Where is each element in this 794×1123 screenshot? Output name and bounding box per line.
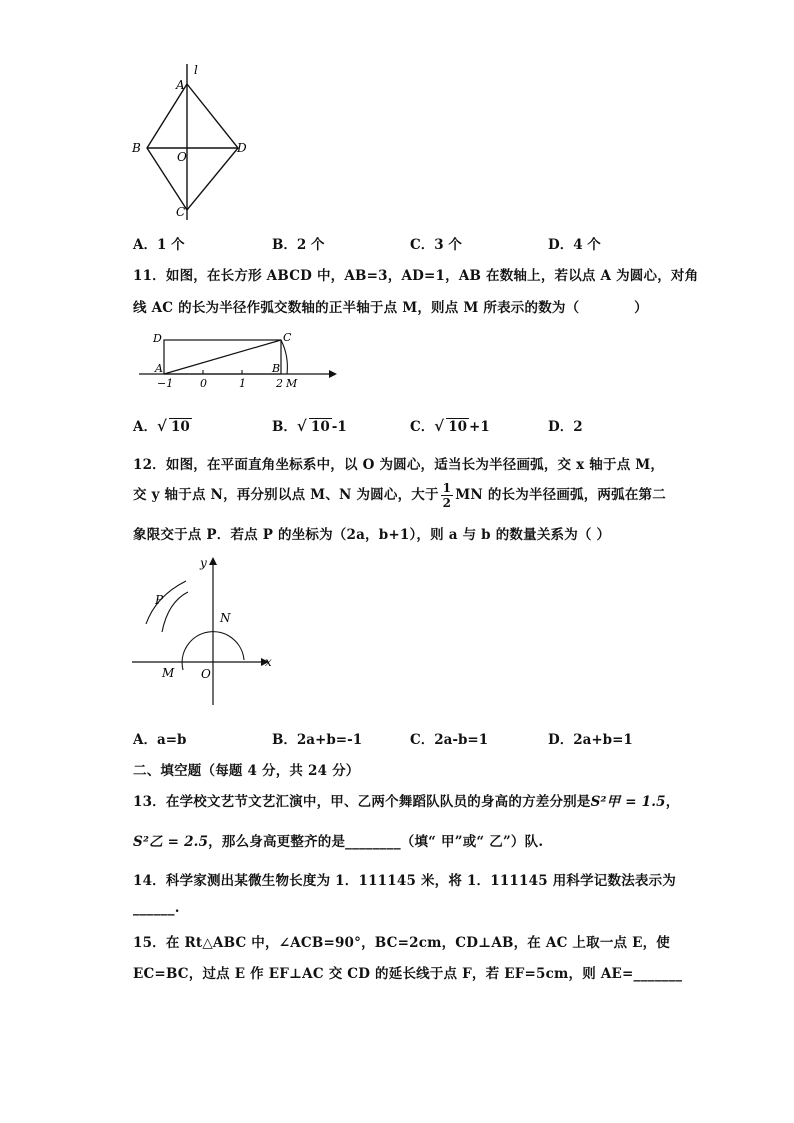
label-O: O bbox=[201, 667, 211, 681]
q12-option-d: D．2a+b=1 bbox=[548, 732, 633, 748]
radicand: 10 bbox=[448, 419, 468, 435]
option-letter: A． bbox=[133, 419, 157, 435]
q14-line-2: ______. bbox=[133, 900, 180, 916]
q11-option-c bbox=[410, 415, 490, 435]
fraction-half bbox=[441, 481, 454, 510]
q13-line-2-text: ，那么身高更整齐的是________（填“ 甲”或“ 乙”）队. bbox=[208, 834, 544, 850]
q12-option-b: B．2a+b=-1 bbox=[272, 732, 363, 748]
q11-option-b bbox=[272, 415, 347, 435]
label-B: B bbox=[132, 141, 141, 155]
q15-line-2: EC=BC，过点 E 作 EF⊥AC 交 CD 的延长线于点 F，若 EF=5cm，则 AE=_______ bbox=[133, 966, 683, 982]
label-M: M bbox=[286, 377, 298, 390]
q13-line-1 bbox=[133, 790, 679, 810]
sqrt-expr: √ 10 bbox=[296, 417, 330, 435]
radicand: 10 bbox=[170, 419, 190, 435]
coordinate-figure bbox=[130, 552, 280, 707]
variance-yi: S²乙 = 2.5 bbox=[133, 834, 209, 850]
rhombus-figure bbox=[128, 62, 258, 222]
option-suffix: +1 bbox=[469, 419, 490, 435]
label-M: M bbox=[162, 666, 175, 680]
q13-line-1-pre: 13．在学校文艺节文艺汇演中，甲、乙两个舞蹈队队员的身高的方差分别是 bbox=[133, 794, 591, 810]
q12-line-2 bbox=[133, 481, 666, 510]
sqrt-expr: √ 10 bbox=[156, 417, 190, 435]
q13-line-1-post: ， bbox=[665, 794, 680, 810]
label-l: l bbox=[194, 63, 198, 77]
radicand: 10 bbox=[310, 419, 330, 435]
q10-option-c: C．3 个 bbox=[410, 237, 462, 253]
q10-option-b: B．2 个 bbox=[272, 237, 325, 253]
tick-1: 1 bbox=[239, 377, 246, 390]
label-x: x bbox=[265, 655, 272, 669]
label-A: A bbox=[176, 78, 185, 92]
tick-neg1: −1 bbox=[157, 377, 174, 390]
q11-option-a bbox=[133, 415, 192, 435]
q12-line-1: 12．如图，在平面直角坐标系中，以 O 为圆心，适当长为半径画弧，交 x 轴于点 M， bbox=[133, 457, 665, 473]
label-O: O bbox=[177, 150, 187, 164]
q12-line-3: 象限交于点 P．若点 P 的坐标为（2a，b+1），则 a 与 b 的数量关系为（ ） bbox=[133, 527, 611, 543]
frac-denominator: 2 bbox=[442, 496, 452, 510]
sqrt-expr: √ 10 bbox=[434, 417, 468, 435]
label-y: y bbox=[200, 556, 207, 570]
number-line-figure bbox=[133, 328, 343, 390]
label-C: C bbox=[283, 331, 292, 344]
option-suffix: -1 bbox=[331, 419, 347, 435]
q12-option-c: C．2a-b=1 bbox=[410, 732, 489, 748]
q13-line-2 bbox=[133, 830, 543, 850]
tick-0: 0 bbox=[200, 377, 207, 390]
section-heading: 二、填空题（每题 4 分，共 24 分） bbox=[133, 763, 360, 779]
q11-line-1: 11．如图，在长方形 ABCD 中，AB=3，AD=1，AB 在数轴上，若以点 A 为圆心，对角 bbox=[133, 268, 699, 284]
q11-option-d: D．2 bbox=[548, 419, 583, 435]
label-A: A bbox=[155, 362, 163, 375]
option-letter: B． bbox=[272, 419, 297, 435]
label-C: C bbox=[176, 205, 186, 219]
q10-option-d: D．4 个 bbox=[548, 237, 601, 253]
q12-option-a: A．a=b bbox=[133, 732, 187, 748]
label-N: N bbox=[220, 611, 231, 625]
label-P: P bbox=[155, 593, 164, 607]
q12-line-2-post: MN 的长为半径画弧，两弧在第二 bbox=[455, 487, 666, 503]
tick-2: 2 bbox=[276, 377, 283, 390]
q11-line-2: 线 AC 的长为半径作弧交数轴的正半轴于点 M，则点 M 所表示的数为（ ） bbox=[133, 300, 648, 316]
label-D: D bbox=[153, 332, 162, 345]
label-B: B bbox=[272, 362, 281, 375]
label-D: D bbox=[237, 141, 247, 155]
frac-numerator: 1 bbox=[442, 481, 452, 495]
variance-jia: S²甲 = 1.5 bbox=[590, 794, 666, 810]
q14-line-1: 14．科学家测出某微生物长度为 1．111145 米，将 1．111145 用科学记数法表示为 bbox=[133, 873, 676, 889]
q15-line-1: 15．在 Rt△ABC 中，∠ACB=90°，BC=2cm，CD⊥AB，在 AC 上取一点 E，使 bbox=[133, 935, 671, 951]
option-letter: C． bbox=[410, 419, 435, 435]
q10-option-a: A．1 个 bbox=[133, 237, 185, 253]
q12-line-2-pre: 交 y 轴于点 N，再分别以点 M、N 为圆心，大于 bbox=[133, 487, 439, 503]
